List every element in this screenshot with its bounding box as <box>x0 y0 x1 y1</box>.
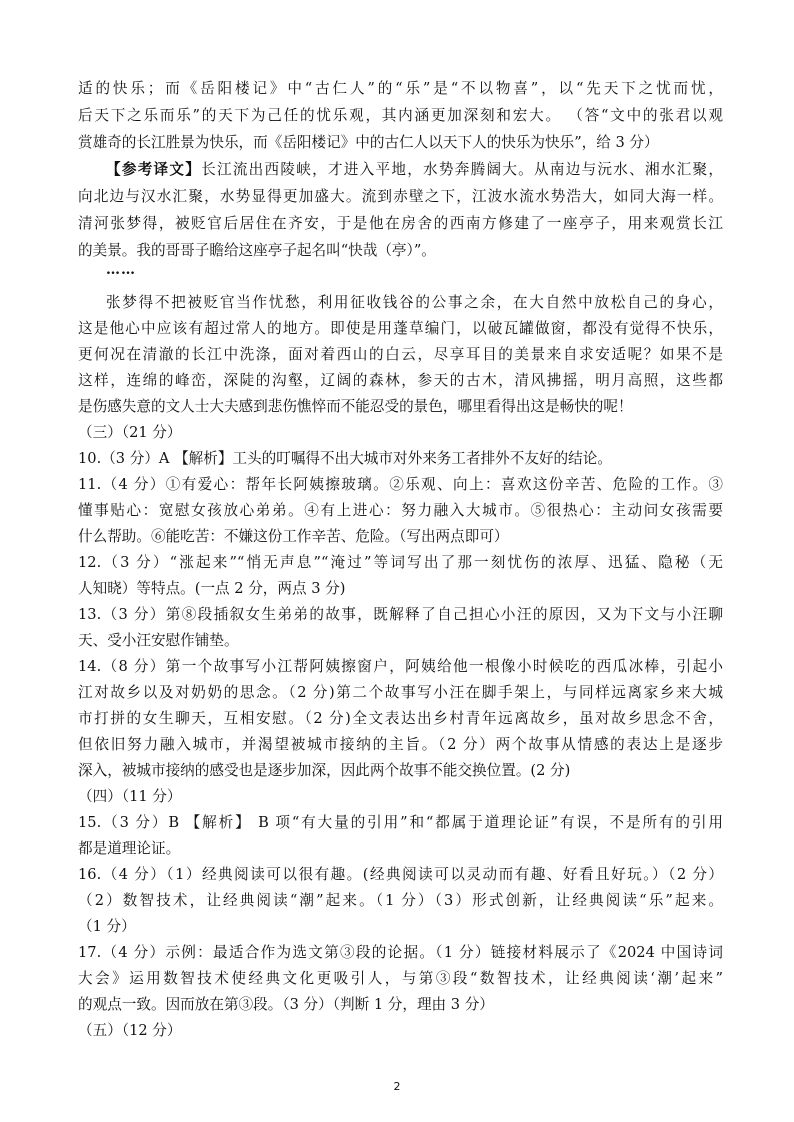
ellipsis: …… <box>106 262 136 278</box>
text-line: 11.（4 分）①有爱心：帮年长阿姨擦玻璃。②乐观、向上：喜欢这份辛苦、危险的工作。③ <box>78 476 723 493</box>
page-number: 2 <box>393 1080 401 1093</box>
text-line: 10.（3 分）A 【解析】工头的叮嘱得不出大城市对外来务工者排外不友好的结论。 <box>78 450 612 467</box>
text-line: 深入，被城市接纳的感受也是逐步加深，因此两个故事不能交换位置。(2 分) <box>78 762 571 779</box>
text-line: 这是他心中应该有超过常人的地方。即使是用蓬草编门，以破瓦罐做窗，都没有觉得不快乐， <box>78 320 723 337</box>
text-line: 的观点一致。因而放在第③段。（3 分）（判断 1 分，理由 3 分） <box>78 996 494 1013</box>
text-line: 后天下之乐而乐”的天下为己任的忧乐观，其内涵更加深刻和宏大。 （答“文中的张君以观 <box>78 107 723 124</box>
text-line: 张梦得不把被贬官当作忧愁，利用征收钱谷的公事之余，在大自然中放松自己的身心， <box>106 294 723 311</box>
text-line: 大会》运用数智技术使经典文化更吸引人，与第③段“数智技术，让经典阅读‘潮’起来” <box>78 970 723 987</box>
text-line: （2）数智技术，让经典阅读“潮”起来。（1 分）（3）形式创新，让经典阅读“乐”起来。 <box>78 892 723 909</box>
text-line: 都是道理论证。 <box>78 840 181 857</box>
text-line: 13.（3 分）第⑧段插叙女生弟弟的故事，既解释了自己担心小汪的原因，又为下文与小汪聊 <box>78 606 723 623</box>
text-line: 的美景。我的哥哥子瞻给这座亭子起名叫“快哉（亭）”。 <box>78 242 436 259</box>
text-line: 12.（3 分）“涨起来”“悄无声息”“淹过”等词写出了那一刻忧伤的浓厚、迅猛、隐秘（无 <box>78 554 723 571</box>
section-heading: （三）（21 分） <box>78 424 182 441</box>
text-line <box>106 157 723 183</box>
section-heading: （五）（12 分） <box>78 1022 182 1039</box>
text-line: 清河张梦得，被贬官后居住在齐安，于是他在房舍的西南方修建了一座亭子，用来观赏长江 <box>78 215 723 232</box>
text-line: 适的快乐；而《岳阳楼记》中“古仁人”的“乐”是“不以物喜”，以“先天下之忧而忧， <box>78 80 723 97</box>
text-line: 15.（3 分）B 【解析】 B 项“有大量的引用”和“都属于道理论证”有误，不是所有的引用 <box>78 814 723 831</box>
text-line: 向北边与汉水汇聚，水势显得更加盛大。流到赤壁之下，江波水流水势浩大，如同大海一样。 <box>78 188 723 205</box>
text-line: 人知晓）等特点。(一点 2 分，两点 3 分) <box>78 580 346 597</box>
text-line: 14.（8 分）第一个故事写小江帮阿姨擦窗户，阿姨给他一根像小时候吃的西瓜冰棒，引起小 <box>78 658 723 675</box>
text-line: 市打拼的女生聊天，互相安慰。（2 分)全文表达出乡村青年远离故乡，虽对故乡思念不舍， <box>78 710 723 727</box>
section-heading: （四）（11 分） <box>78 788 182 805</box>
text-line: 天、受小汪安慰作铺垫。 <box>78 632 239 649</box>
text-line: （1 分） <box>78 918 136 935</box>
reference-translation-label: 【参考译文】 <box>106 161 202 178</box>
text-line: 这样，连绵的峰峦，深陡的沟壑，辽阔的森林，参天的古木，清风拂摇，明月高照，这些都 <box>78 372 723 389</box>
text-line: 什么帮助。⑥能吃苦：不嫌这份工作辛苦、危险。（写出两点即可） <box>78 528 509 545</box>
text-line: 是伤感失意的文人士大夫感到悲伤憔悴而不能忍受的景色，哪里看得出这是畅快的呢！ <box>78 398 633 415</box>
text-line: 懂事贴心：宽慰女孩放心弟弟。④有上进心：努力融入大城市。⑤很热心：主动问女孩需要 <box>78 502 723 519</box>
text-line: 更何况在清澈的长江中洗涤，面对着西山的白云，尽享耳目的美景来自求安适呢？如果不是 <box>78 346 723 363</box>
text-line: 17.（4 分）示例：最适合作为选文第③段的论据。（1 分）链接材料展示了《2024 中国诗词 <box>78 944 723 961</box>
text-line: 赏雄奇的长江胜景为快乐，而《岳阳楼记》中的古仁人以天下人的快乐为快乐”，给 3 分） <box>78 134 659 151</box>
text-line: 16.（4 分）（1）经典阅读可以很有趣。(经典阅读可以灵动而有趣、好看且好玩。）（2 分） <box>78 866 723 883</box>
text-line: 江对故乡以及对奶奶的思念。（2 分)第二个故事写小汪在脚手架上，与同样远离家乡来大城 <box>78 684 723 701</box>
text-line-body: 长江流出西陵峡，才进入平地，水势奔腾阔大。从南边与沅水、湘水汇聚， <box>201 161 723 178</box>
text-line: 但依旧努力融入城市，并渴望被城市接纳的主旨。（2 分）两个故事从情感的表达上是逐步 <box>78 736 723 753</box>
